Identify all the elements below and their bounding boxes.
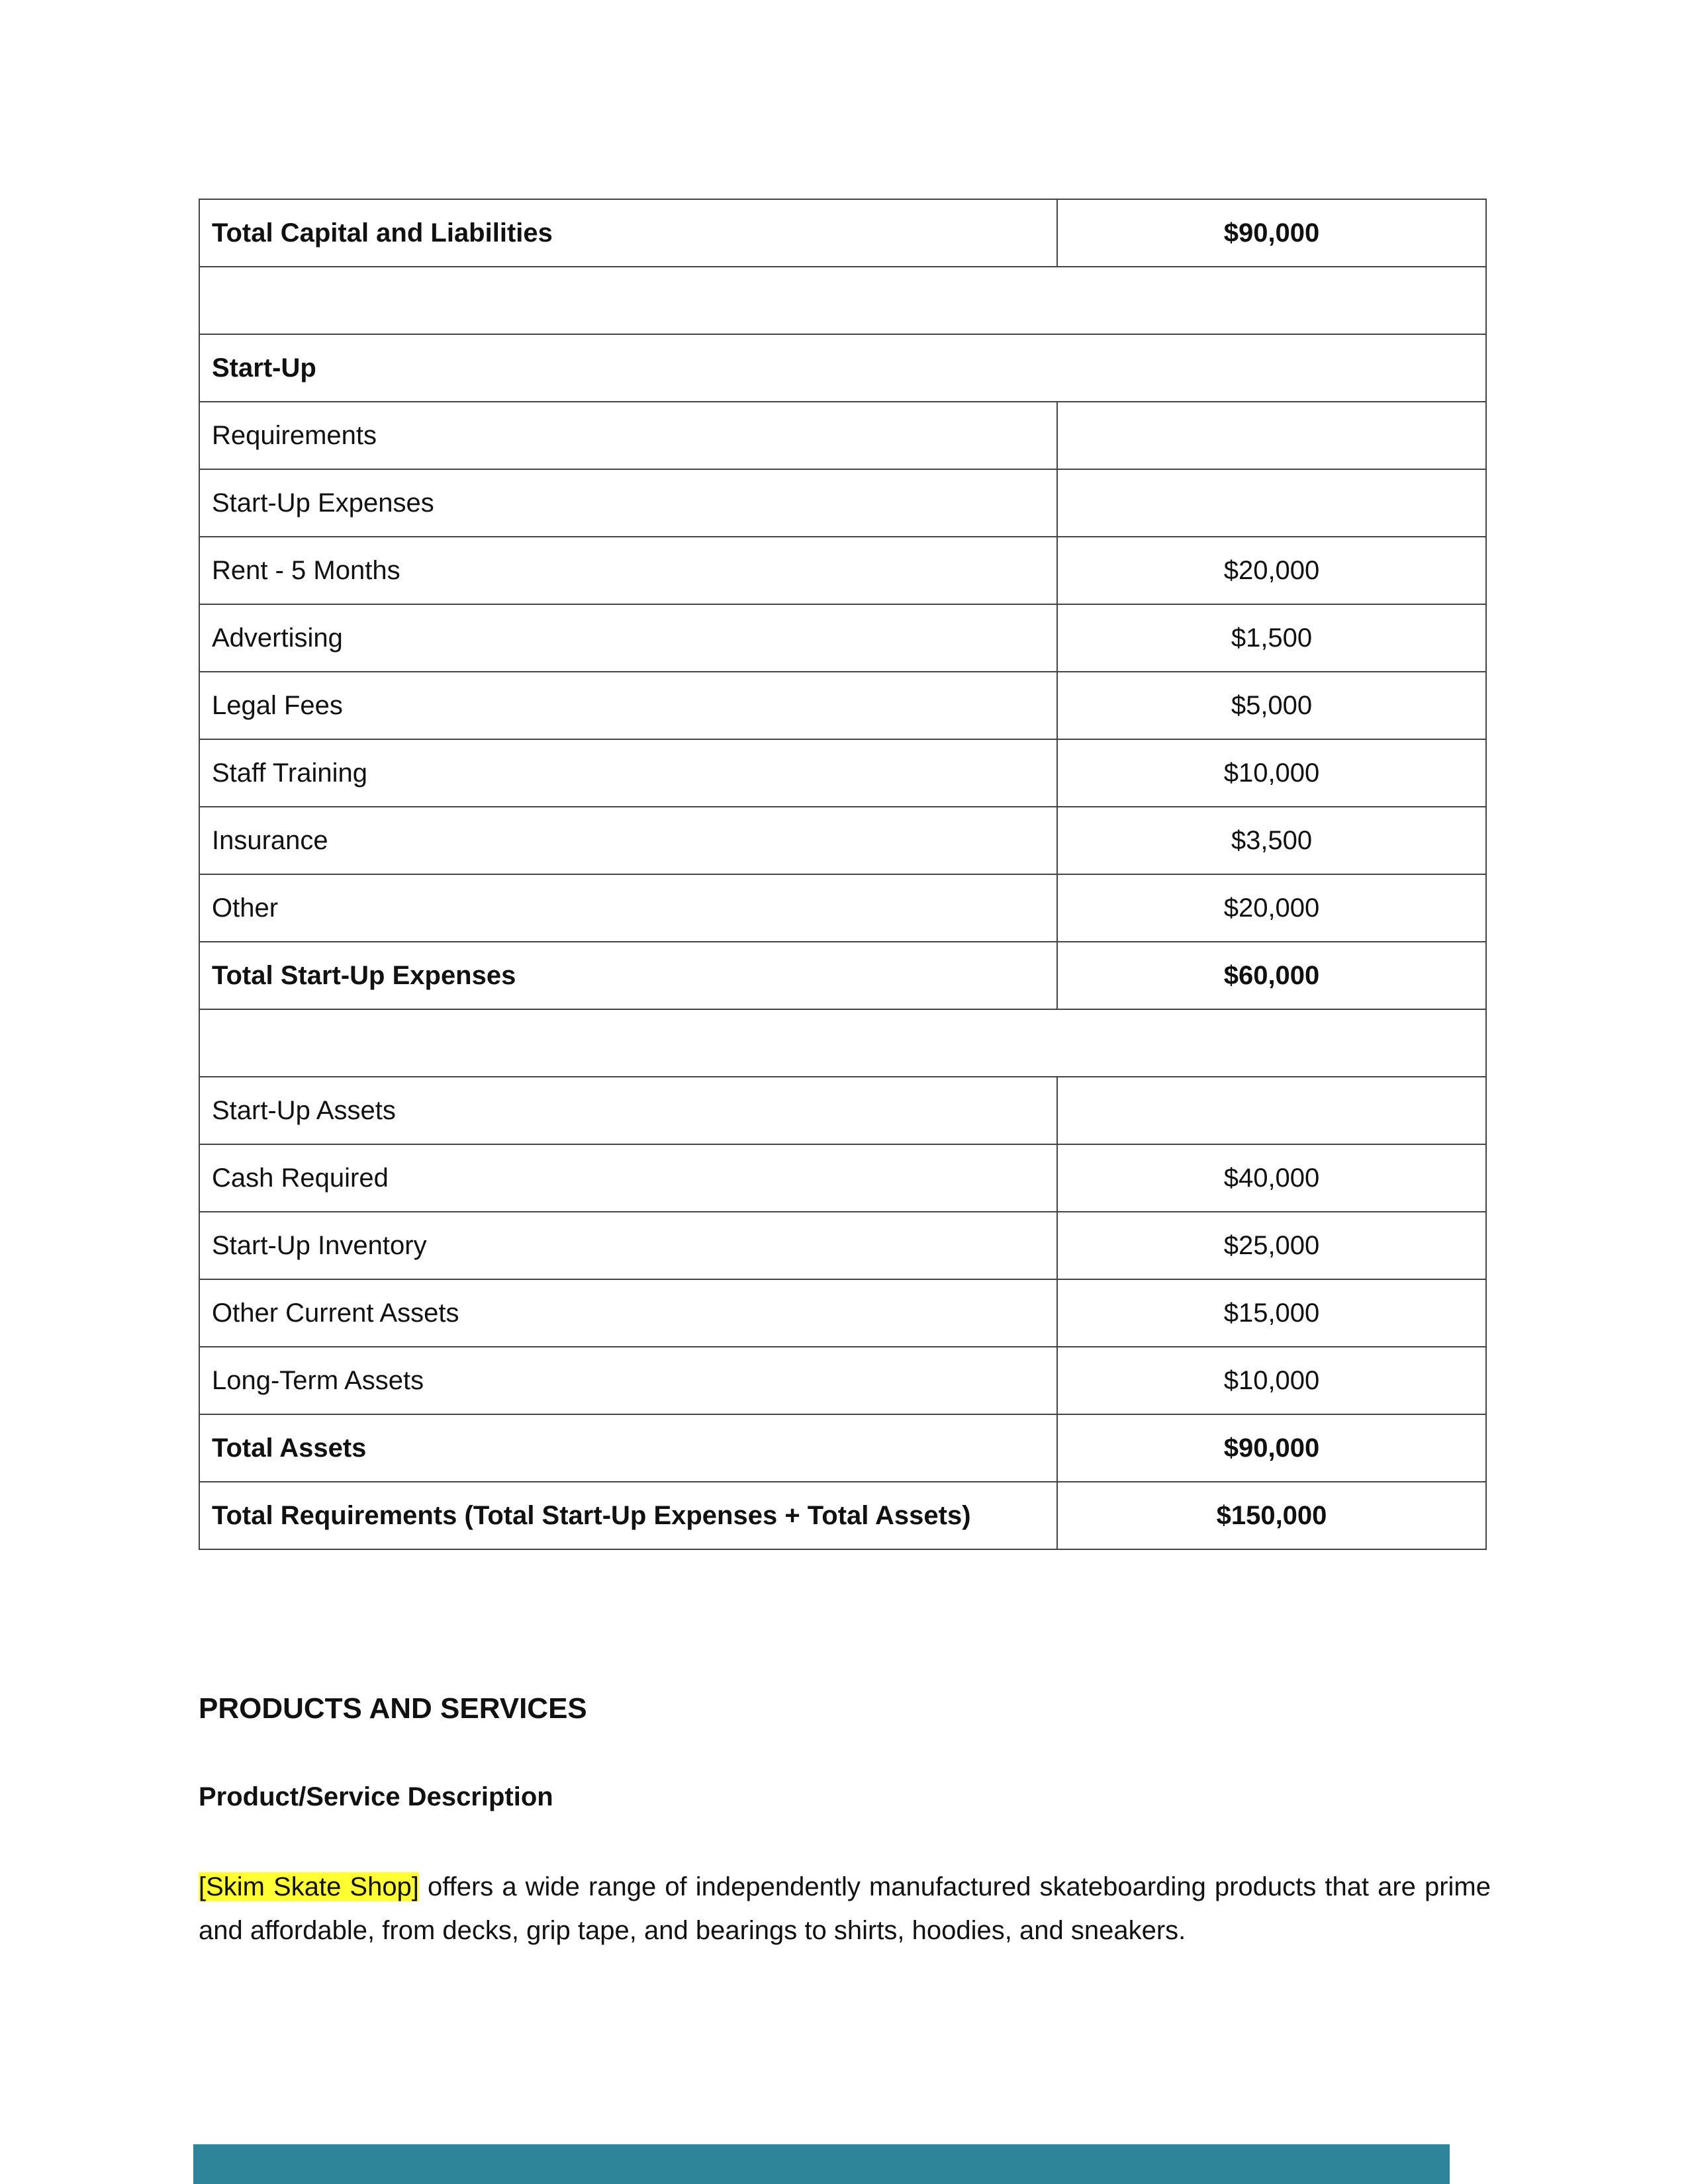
table-row: [199, 1077, 1486, 1144]
table-row: [199, 199, 1486, 267]
row-value: $90,000: [1057, 199, 1486, 267]
table-row: [199, 874, 1486, 942]
footer-bar: [193, 2144, 1450, 2184]
row-label: Start-Up Assets: [199, 1077, 1057, 1144]
row-value: $10,000: [1057, 1347, 1486, 1414]
row-label: Long-Term Assets: [199, 1347, 1057, 1414]
table-row: [199, 942, 1486, 1009]
row-value: $40,000: [1057, 1144, 1486, 1212]
table-row: [199, 739, 1486, 807]
row-label: Start-Up Inventory: [199, 1212, 1057, 1279]
row-label: Requirements: [199, 402, 1057, 469]
row-value: $60,000: [1057, 942, 1486, 1009]
table-row: [199, 1144, 1486, 1212]
row-label: Total Assets: [199, 1414, 1057, 1482]
row-label: Insurance: [199, 807, 1057, 874]
row-value: $15,000: [1057, 1279, 1486, 1347]
table-row: [199, 1212, 1486, 1279]
table-row: [199, 672, 1486, 739]
row-value: $10,000: [1057, 739, 1486, 807]
row-label: Total Requirements (Total Start-Up Expenses + Total Assets): [199, 1482, 1057, 1549]
highlighted-business-name: [Skim Skate Shop]: [199, 1872, 419, 1901]
row-value: $90,000: [1057, 1414, 1486, 1482]
table-body: [199, 199, 1486, 1549]
table-row: [199, 1482, 1486, 1549]
product-description-paragraph: [199, 1865, 1491, 1952]
row-label: Total Start-Up Expenses: [199, 942, 1057, 1009]
row-label: [199, 267, 1486, 334]
row-label: Legal Fees: [199, 672, 1057, 739]
row-label: Other Current Assets: [199, 1279, 1057, 1347]
row-label: Total Capital and Liabilities: [199, 199, 1057, 267]
row-label: Advertising: [199, 604, 1057, 672]
row-value: $1,500: [1057, 604, 1486, 672]
row-value: $25,000: [1057, 1212, 1486, 1279]
description-text: offers a wide range of independently manufactured skateboarding products that are prime and affordable, from decks, grip tape, and bearings to shirts, hoodies, and sneakers.: [199, 1872, 1491, 1945]
row-label: Rent - 5 Months: [199, 537, 1057, 604]
table-row: [199, 604, 1486, 672]
row-label: Start-Up: [199, 334, 1486, 402]
row-value: $20,000: [1057, 537, 1486, 604]
table-row: [199, 334, 1486, 402]
row-label: Cash Required: [199, 1144, 1057, 1212]
row-label: Staff Training: [199, 739, 1057, 807]
table-row: [199, 807, 1486, 874]
table-row: [199, 1279, 1486, 1347]
sub-heading: Product/Service Description: [199, 1782, 553, 1811]
startup-requirements-table: [199, 199, 1487, 1550]
table-row: [199, 537, 1486, 604]
row-value: $3,500: [1057, 807, 1486, 874]
table-row: [199, 1347, 1486, 1414]
section-heading: PRODUCTS AND SERVICES: [199, 1692, 587, 1725]
row-value: $5,000: [1057, 672, 1486, 739]
table-row: [199, 1009, 1486, 1077]
row-value: [1057, 402, 1486, 469]
table-row: [199, 402, 1486, 469]
row-value: [1057, 469, 1486, 537]
row-value: $20,000: [1057, 874, 1486, 942]
table-row: [199, 1414, 1486, 1482]
table-row: [199, 469, 1486, 537]
row-label: Other: [199, 874, 1057, 942]
table-row: [199, 267, 1486, 334]
row-value: $150,000: [1057, 1482, 1486, 1549]
row-value: [1057, 1077, 1486, 1144]
row-label: Start-Up Expenses: [199, 469, 1057, 537]
row-label: [199, 1009, 1486, 1077]
